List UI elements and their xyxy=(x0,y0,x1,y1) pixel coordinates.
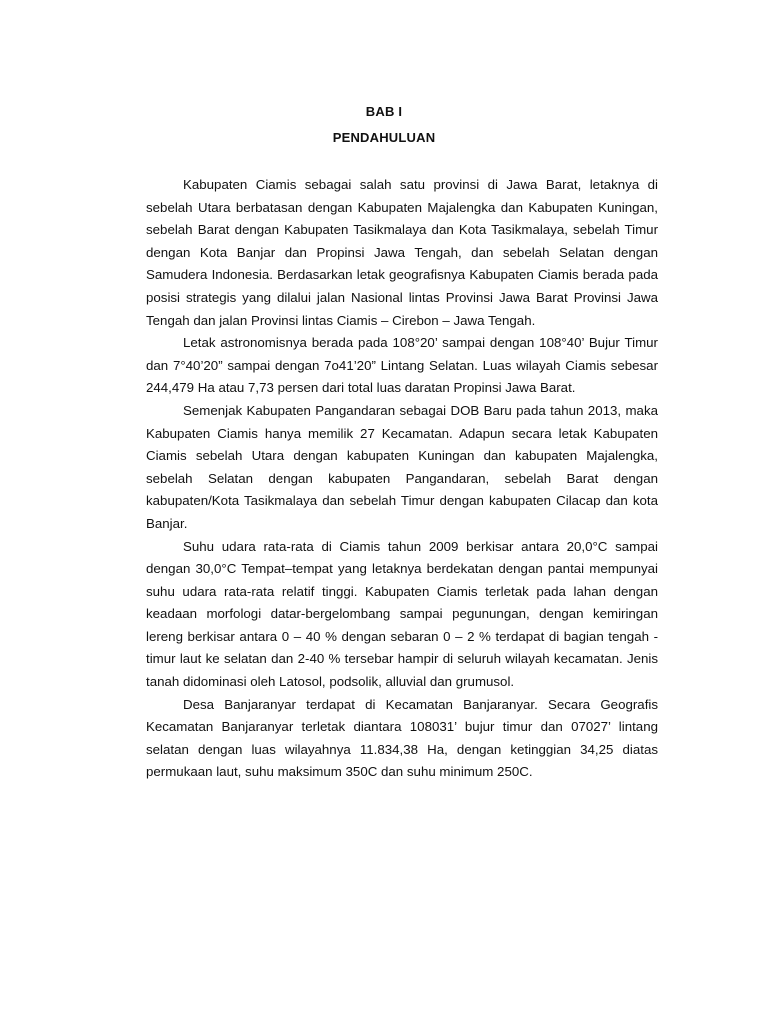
paragraph-banjaranyar: Desa Banjaranyar terdapat di Kecamatan Banjaranyar. Secara Geografis Kecamatan Banjaranyar terletak diantara 108031’ bujur timur dan 07027’ lintang selatan dengan luas wilayahnya 11.834,38 Ha, dengan ketinggian 34,25 diatas permukaan laut, suhu maksimum 350C dan suhu minimum 250C. xyxy=(146,696,658,780)
chapter-heading: BAB I xyxy=(365,104,403,119)
paragraph-astronomical: Letak astronomisnya berada pada 108°20’ sampai dengan 108°40’ Bujur Timur dan 7°40’20” sampai dengan 7o41’20” Lintang Selatan. Luas wilayah Ciamis sebesar 244,479 Ha atau 7,73 persen dari total luas daratan Propinsi Jawa Barat. xyxy=(146,335,658,396)
paragraph-districts: Semenjak Kabupaten Pangandaran sebagai DOB Baru pada tahun 2013, maka Kabupaten Ciamis hanya memilik 27 Kecamatan. Adapun secara letak Kabupaten Ciamis sebelah Utara dengan kabupaten Kuningan dan kabupaten Majalengka, sebelah Selatan dengan kabupaten Pangandaran, sebelah Barat dengan kabupaten/Kota Tasikmalaya dan sebelah Timur dengan kabupaten Cilacap dan kota Banjar. xyxy=(146,402,658,531)
paragraph-location: Kabupaten Ciamis sebagai salah satu provinsi di Jawa Barat, letaknya di sebelah Utara berbatasan dengan Kabupaten Majalengka dan Kabupaten Kuningan, sebelah Barat dengan Kabupaten Tasikmalaya dan Kota Tasikmalaya, sebelah Timur dengan Kota Banjar dan Propinsi Jawa Tengah, dan sebelah Selatan dengan Samudera Indonesia. Berdasarkan letak geografisnya Kabupaten Ciamis berada pada posisi strategis yang dilalui jalan Nasional lintas Provinsi Jawa Barat Provinsi Jawa Tengah dan jalan Provinsi lintas Ciamis – Cirebon – Jawa Tengah. xyxy=(146,177,658,328)
paragraph-climate: Suhu udara rata-rata di Ciamis tahun 2009 berkisar antara 20,0°C sampai dengan 30,0°C Tempat–tempat yang letaknya berdekatan dengan pantai mempunyai suhu udara rata-rata relatif tinggi. Kabupaten Ciamis terletak pada lahan dengan keadaan morfologi datar-bergelombang sampai pegunungan, dengan kemiringan lereng berkisar antara 0 – 40 % dengan sebaran 0 – 2 % terdapat di bagian tengah - timur laut ke selatan dan 2-40 % tersebar hampir di seluruh wilayah kecamatan. Jenis tanah didominasi oleh Latosol, podsolik, alluvial dan grumusol. xyxy=(146,538,658,690)
body-text xyxy=(146,174,658,784)
chapter-title: PENDAHULUAN xyxy=(332,130,436,145)
